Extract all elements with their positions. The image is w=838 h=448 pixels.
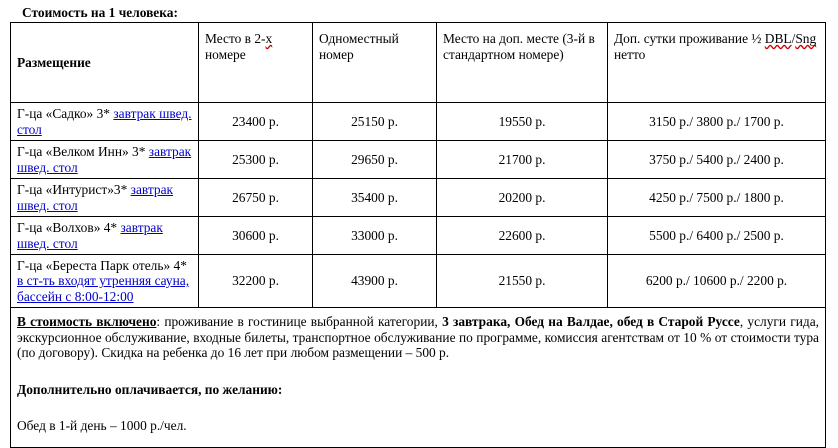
price-extra-bed: 21700 р.	[437, 141, 608, 179]
header-accommodation: Размещение	[11, 23, 199, 103]
price-extra-night: 3150 р./ 3800 р./ 1700 р.	[608, 103, 826, 141]
price-extra-night: 3750 р./ 5400 р./ 2400 р.	[608, 141, 826, 179]
notes-row	[11, 308, 826, 448]
hotel-link[interactable]: завтрак швед. стол	[17, 182, 174, 213]
included-paragraph: В стоимость включено: проживание в гостинице выбранной категории, 3 завтрака, Обед на Валдае, обед в Старой Руссе, услуги гида, экскурсионное обслуживание, входные билеты, транспортное обслуживание по программе, комиссия агентствам от 10 % от стоимости тура (по договору). Скидка на ребенка до 16 лет при любом размещении – 500 р.	[17, 314, 820, 360]
extra-payment-item: Обед в 1-й день – 1000 р./чел.	[17, 418, 187, 433]
hotel-cell: Г-ца «Береста Парк отель» 4* в ст-ть входят утренняя сауна, бассейн с 8:00-12:00	[11, 255, 199, 308]
hotel-cell: Г-ца «Интурист»3* завтрак швед. стол	[11, 179, 199, 217]
price-extra-night: 4250 р./ 7500 р./ 1800 р.	[608, 179, 826, 217]
header-double-room: Место в 2-х номере	[199, 23, 313, 103]
table-header-row	[11, 23, 826, 103]
price-extra-night: 6200 р./ 10600 р./ 2200 р.	[608, 255, 826, 308]
hotel-link[interactable]: завтрак швед. стол	[17, 144, 192, 175]
table-row	[11, 255, 826, 308]
hotel-link[interactable]: завтрак швед. стол	[17, 220, 163, 251]
price-double: 26750 р.	[199, 179, 313, 217]
price-double: 23400 р.	[199, 103, 313, 141]
price-single: 29650 р.	[313, 141, 437, 179]
included-meals: 3 завтрака, Обед на Валдае, обед в Старой Руссе	[442, 314, 740, 329]
hotel-cell: Г-ца «Волхов» 4* завтрак швед. стол	[11, 217, 199, 255]
table-row	[11, 179, 826, 217]
price-single: 25150 р.	[313, 103, 437, 141]
header-extra-night: Доп. сутки проживание ½ DBL/Sng нетто	[608, 23, 826, 103]
price-double: 25300 р.	[199, 141, 313, 179]
price-double: 32200 р.	[199, 255, 313, 308]
table-row	[11, 217, 826, 255]
hotel-link[interactable]: в ст-ть входят утренняя сауна, бассейн с 8:00-12:00	[17, 273, 190, 304]
price-extra-bed: 22600 р.	[437, 217, 608, 255]
table-row	[11, 103, 826, 141]
price-single: 35400 р.	[313, 179, 437, 217]
hotel-cell: Г-ца «Велком Инн» 3* завтрак швед. стол	[11, 141, 199, 179]
header-extra-bed: Место на доп. месте (3-й в стандартном номере)	[437, 23, 608, 103]
table-row	[11, 141, 826, 179]
included-label: В стоимость включено	[17, 314, 157, 329]
price-extra-night: 5500 р./ 6400 р./ 2500 р.	[608, 217, 826, 255]
hotel-cell: Г-ца «Садко» 3* завтрак швед. стол	[11, 103, 199, 141]
price-extra-bed: 20200 р.	[437, 179, 608, 217]
hotel-link[interactable]: завтрак швед. стол	[17, 106, 192, 137]
price-single: 33000 р.	[313, 217, 437, 255]
extra-payment-title: Дополнительно оплачивается, по желанию:	[17, 381, 283, 397]
price-table	[10, 22, 826, 448]
price-double: 30600 р.	[199, 217, 313, 255]
notes-cell	[11, 308, 826, 448]
price-extra-bed: 21550 р.	[437, 255, 608, 308]
price-extra-bed: 19550 р.	[437, 103, 608, 141]
price-single: 43900 р.	[313, 255, 437, 308]
section-heading: Стоимость на 1 человека:	[22, 5, 178, 20]
header-single-room: Одноместный номер	[313, 23, 437, 103]
